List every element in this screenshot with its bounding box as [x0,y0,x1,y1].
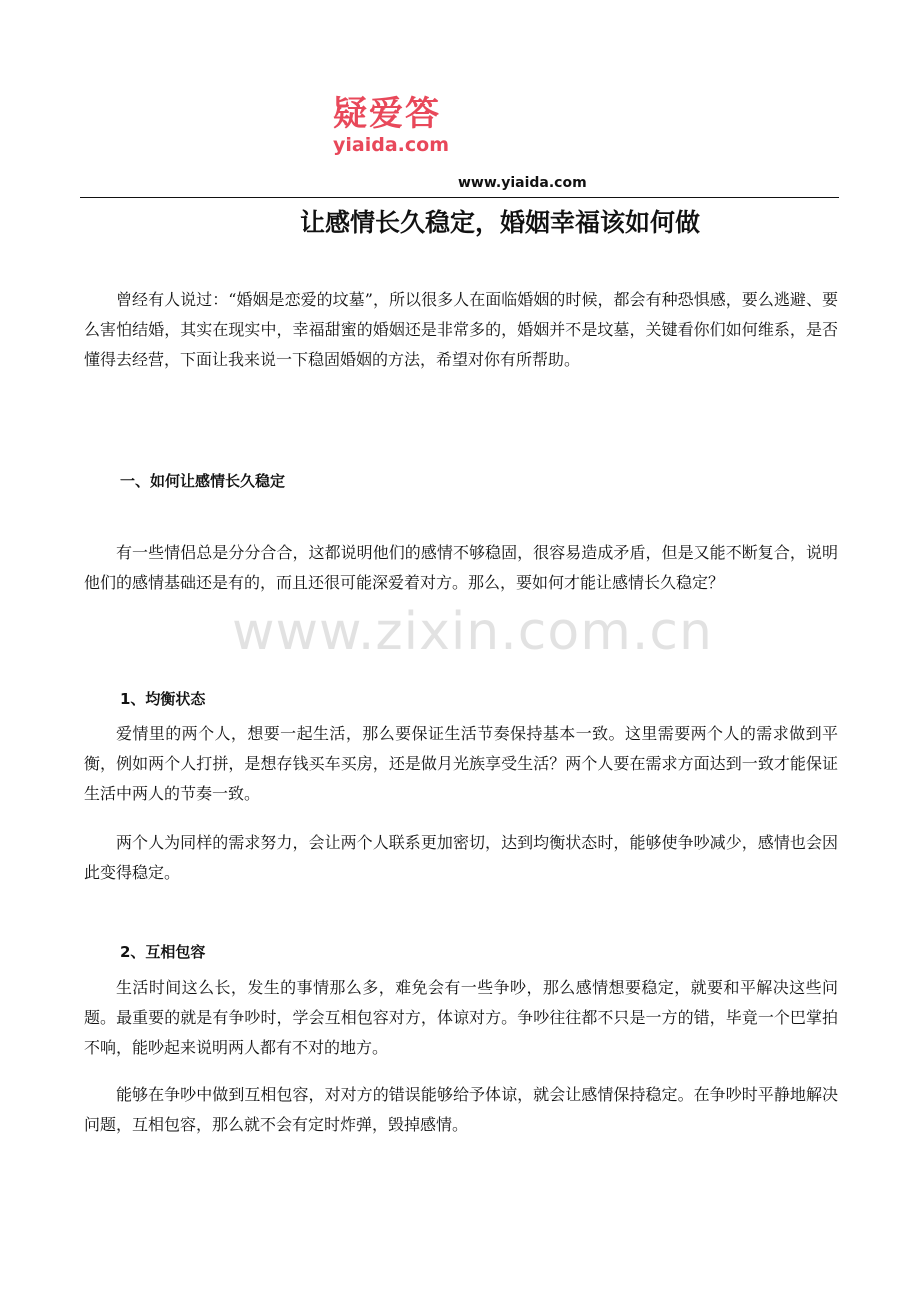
point-2-paragraph-2: 能够在争吵中做到互相包容，对对方的错误能够给予体谅，就会让感情保持稳定。在争吵时平静地解决问题，互相包容，那么就不会有定时炸弹，毁掉感情。 [84,1085,838,1134]
intro-paragraph: 曾经有人说过：“婚姻是恋爱的坟墓”，所以很多人在面临婚姻的时候，都会有种恐惧感，要么逃避、要么害怕结婚，其实在现实中，幸福甜蜜的婚姻还是非常多的，婚姻并不是坟墓，关键看你们如何维系，是否懂得去经营，下面让我来说一下稳固婚姻的方法，希望对你有所帮助。 [84,290,838,369]
logo-chinese: 疑爱答 [333,94,441,134]
point-1-paragraph-2: 两个人为同样的需求努力，会让两个人联系更加密切，达到均衡状态时，能够使争吵减少，感情也会因此变得稳定。 [84,833,838,882]
point-heading-tolerance: 2、互相包容 [120,943,206,961]
header-divider [80,197,839,198]
section-1-paragraph: 有一些情侣总是分分合合，这都说明他们的感情不够稳固，很容易造成矛盾，但是又能不断复合，说明他们的感情基础还是有的，而且还很可能深爱着对方。那么，要如何才能让感情长久稳定？ [84,543,838,592]
watermark: www.zixin.com.cn [232,602,713,662]
point-heading-balance: 1、均衡状态 [120,690,206,708]
point-2-paragraph-1: 生活时间这么长，发生的事情那么多，难免会有一些争吵，那么感情想要稳定，就要和平解决这些问题。最重要的就是有争吵时，学会互相包容对方，体谅对方。争吵往往都不只是一方的错，毕竟一个巴掌拍不响，能吵起来说明两人都有不对的地方。 [84,978,838,1057]
brand-logo [333,95,463,155]
page-title: 让感情长久稳定，婚姻幸福该如何做 [299,208,700,237]
site-url: www.yiaida.com [458,175,587,191]
point-1-paragraph-1: 爱情里的两个人，想要一起生活，那么要保证生活节奏保持基本一致。这里需要两个人的需求做到平衡，例如两个人打拼，是想存钱买车买房，还是做月光族享受生活？两个人要在需求方面达到一致才能保证生活中两人的节奏一致。 [84,724,838,803]
logo-english: yiaida.com [333,134,449,156]
section-heading-1: 一、如何让感情长久稳定 [120,472,286,490]
